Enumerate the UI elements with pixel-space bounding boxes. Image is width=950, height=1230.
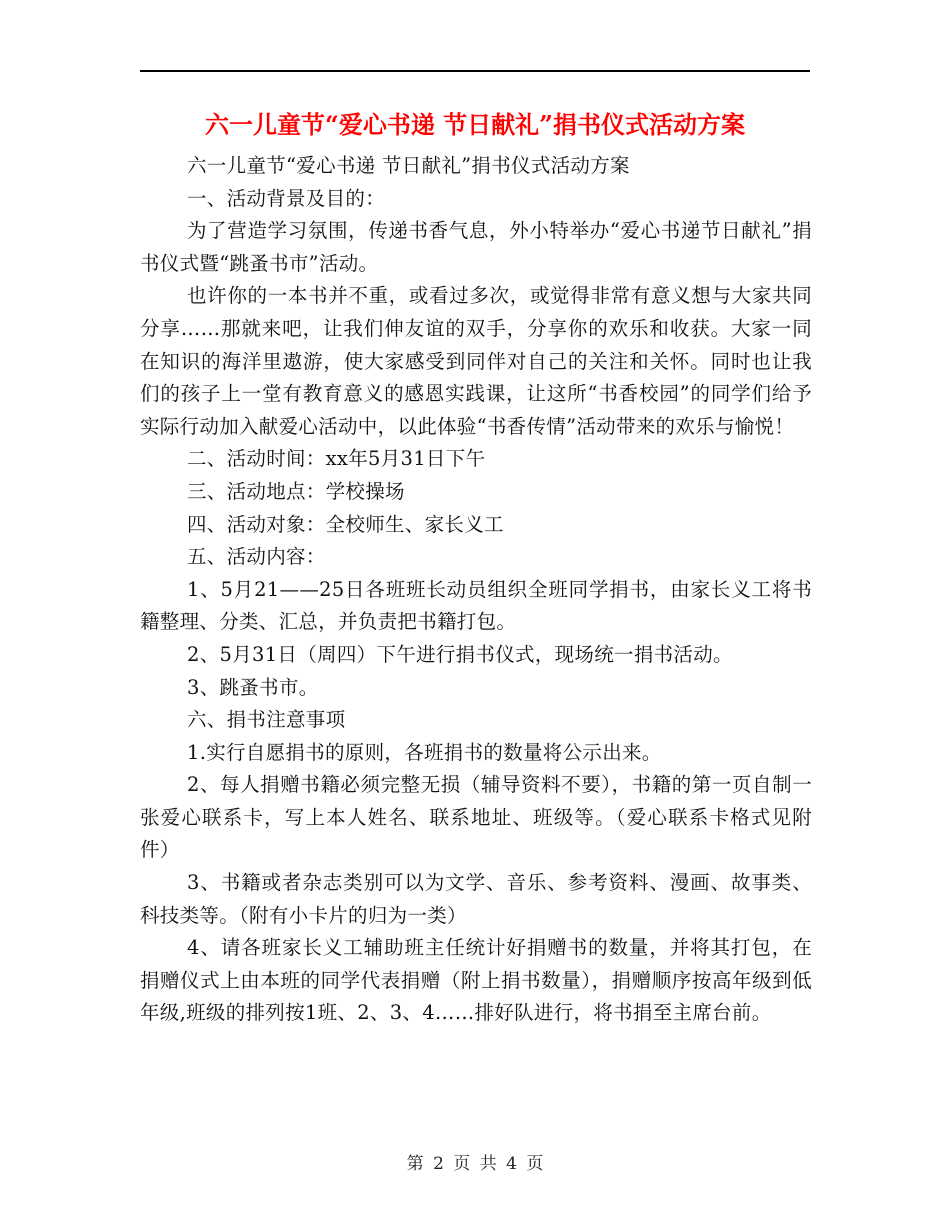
heading-location: 三、活动地点：学校操场 <box>187 479 405 503</box>
paragraph-subtitle: 六一儿童节“爱心书递 节日献礼”捐书仪式活动方案 <box>187 154 630 177</box>
heading-notes: 六、捐书注意事项 <box>187 708 346 732</box>
document-body <box>140 150 812 1030</box>
note-item-2: 2、每人捐赠书籍必须完整无损（辅导资料不要），书籍的第一页自制一张爱心联系卡，写上本人姓名、联系地址、班级等。（爱心联系卡格式见附件） <box>140 773 812 862</box>
document-title: 六一儿童节“爱心书递 节日献礼”捐书仪式活动方案 <box>205 110 745 139</box>
content-item-1: 1、5月21——25日各班班长动员组织全班同学捐书，由家长义工将书籍整理、分类、汇总，并负责把书籍打包。 <box>140 577 812 634</box>
heading-time: 二、活动时间：xx年5月31日下午 <box>187 447 486 471</box>
note-item-3: 3、书籍或者杂志类别可以为文学、音乐、参考资料、漫画、故事类、科技类等。（附有小卡片的归为一类） <box>140 871 812 927</box>
page-number: 第 2 页 共 4 页 <box>406 1154 544 1174</box>
paragraph-description: 也许你的一本书并不重，或看过多次，或觉得非常有意义想与大家共同分享……那就来吧，让我们伸友谊的双手，分享你的欢乐和收获。大家一同在知识的海洋里遨游，使大家感受到同伴对自己的关注和关怀。同时也让我们的孩子上一堂有教育意义的感恩实践课，让这所“书香校园”的同学们给予实际行动加入献爱心活动中，以此体验“书香传情”活动带来的欢乐与愉悦！ <box>140 284 812 438</box>
content-item-2: 2、5月31日（周四）下午进行捐书仪式，现场统一捐书活动。 <box>187 642 733 666</box>
content-item-3: 3、跳蚤书市。 <box>187 675 319 699</box>
note-item-4: 4、请各班家长义工辅助班主任统计好捐赠书的数量，并将其打包，在捐赠仪式上由本班的同学代表捐赠（附上捐书数量），捐赠顺序按高年级到低年级,班级的排列按1班、2、3、4……排好队进行，将书捐至主席台前。 <box>140 936 812 1025</box>
note-item-1: 1.实行自愿捐书的原则，各班捐书的数量将公示出来。 <box>187 740 662 764</box>
paragraph-purpose: 为了营造学习氛围，传递书香气息，外小特举办“爱心书递节日献礼”捐书仪式暨“跳蚤书市”活动。 <box>140 219 812 275</box>
heading-content: 五、活动内容： <box>187 545 326 569</box>
heading-background: 一、活动背景及目的： <box>187 186 386 210</box>
heading-participants: 四、活动对象：全校师生、家长义工 <box>187 512 504 536</box>
header-rule <box>140 70 810 72</box>
